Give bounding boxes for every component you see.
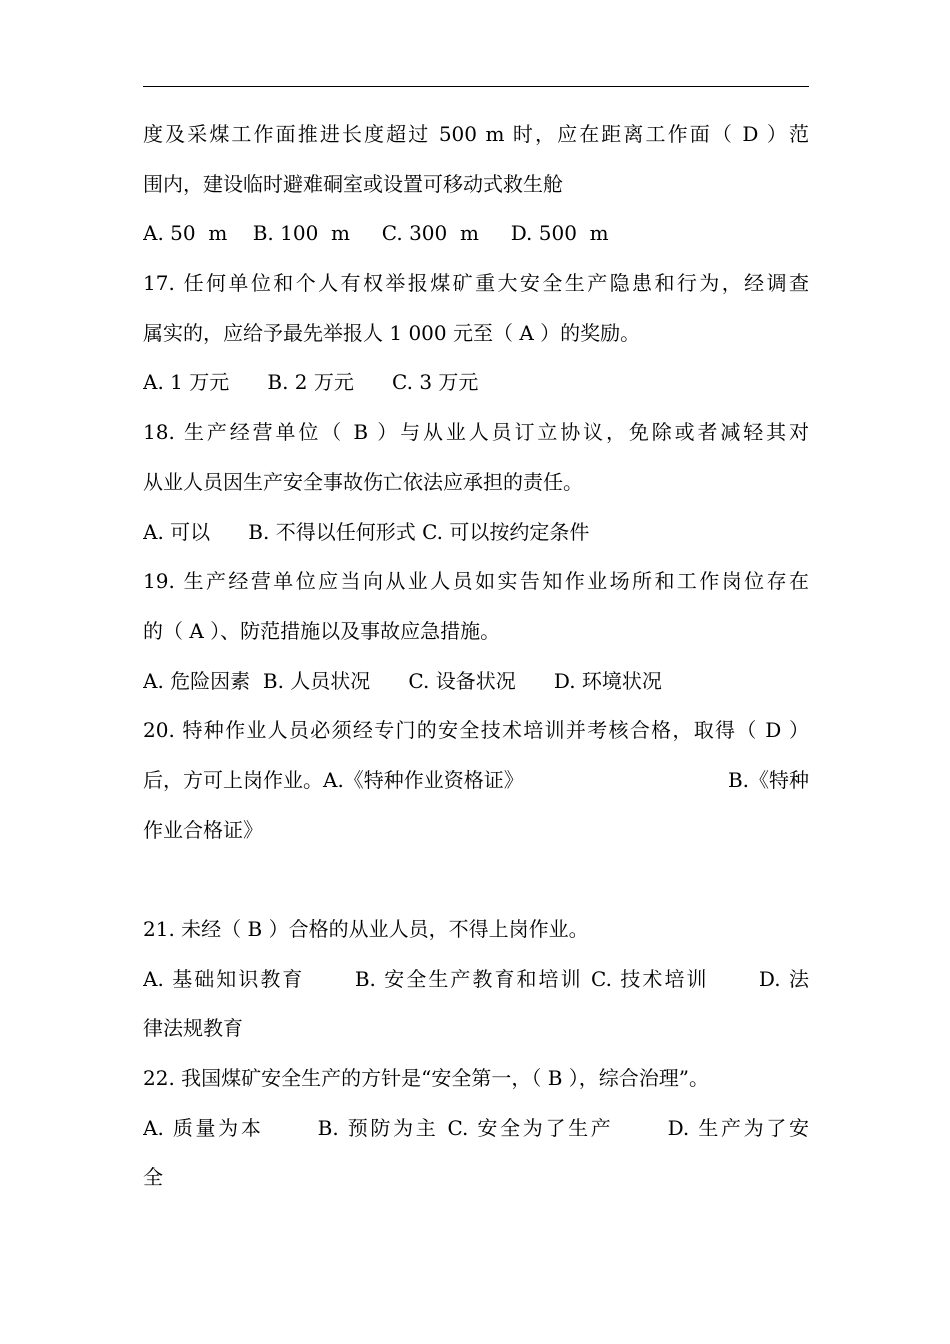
- answer-options: [143, 855, 809, 905]
- question-17: 17. 任何单位和个人有权举报煤矿重大安全生产隐患和行为，经调查: [143, 271, 809, 296]
- page-content: [143, 110, 809, 1203]
- question-20: 20. 特种作业人员必须经专门的安全技术培训并考核合格，取得（ D ）: [143, 718, 809, 743]
- text-line: 度及采煤工作面推进长度超过 500 m 时，应在距离工作面（ D ）范: [143, 122, 809, 146]
- text-segment: 后，方可上岗作业。A.《特种作业资格证》: [143, 767, 524, 792]
- text-line: 作业合格证》: [143, 817, 263, 842]
- text-segment: B.《特种: [727, 767, 809, 792]
- answer-options: A. 基础知识教育 B. 安全生产教育和培训 C. 技术培训 D. 法: [143, 966, 809, 991]
- answer-options: [143, 756, 809, 806]
- text-line: 的（ A ）、防范措施以及事故应急措施。: [143, 618, 501, 643]
- question-21: 21. 未经（ B ）合格的从业人员，不得上岗作业。: [143, 917, 589, 941]
- answer-options: A. 可以 B. 不得以任何形式 C. 可以按约定条件: [143, 519, 590, 544]
- question-22: 22. 我国煤矿安全生产的方针是“安全第一，（ B ），综合治理”。: [143, 1066, 710, 1091]
- text-line: 围内，建设临时避难硐室或设置可移动式救生舱: [143, 171, 563, 196]
- text-line: 全: [143, 1165, 163, 1190]
- text-line: 律法规教育: [143, 1016, 243, 1041]
- header-rule: [143, 86, 809, 87]
- answer-options: A. 危险因素 B. 人员状况 C. 设备状况 D. 环境状况: [143, 668, 662, 693]
- answer-options: A. 质量为本 B. 预防为主 C. 安全为了生产 D. 生产为了安: [143, 1115, 809, 1140]
- answer-options: A. 1 万元 B. 2 万元 C. 3 万元: [143, 370, 479, 395]
- question-18: 18. 生产经营单位（ B ）与从业人员订立协议，免除或者减轻其对: [143, 420, 809, 445]
- text-line: 属实的，应给予最先举报人 1 000 元至（ A ）的奖励。: [143, 320, 641, 345]
- question-19: 19. 生产经营单位应当向从业人员如实告知作业场所和工作岗位存在: [143, 569, 809, 594]
- answer-options: A. 50 m B. 100 m C. 300 m D. 500 m: [143, 221, 609, 246]
- text-line: 从业人员因生产安全事故伤亡依法应承担的责任。: [143, 469, 583, 494]
